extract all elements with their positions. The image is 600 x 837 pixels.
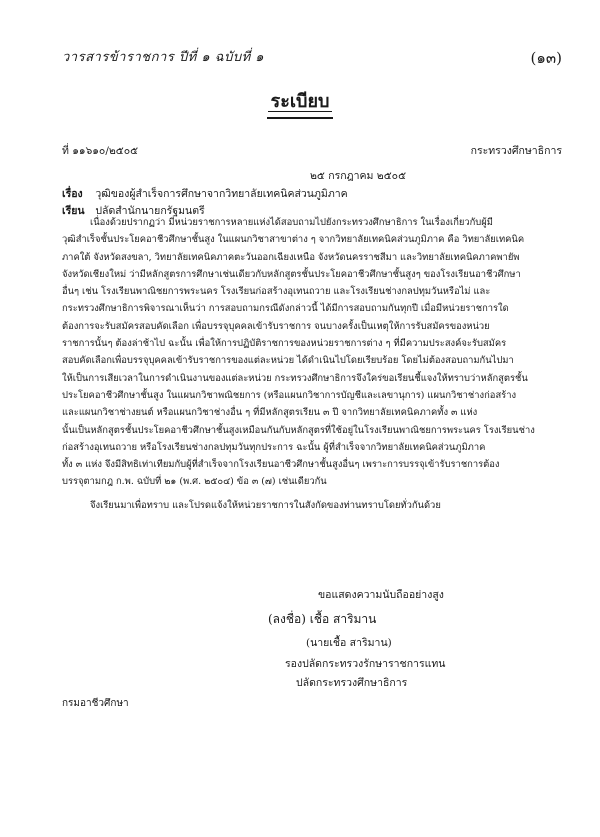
issuer: กระทรวงศึกษาธิการ — [470, 145, 562, 157]
body-line: บรรจุตามกฎ ก.พ. ฉบับที่ ๒๑ (พ.ศ. ๒๕๐๔) ข้อ ๓ (๗) เช่นเดียวกัน — [62, 476, 327, 488]
body-line: ทั้ง ๓ แห่ง จึงมีสิทธิเท่าเทียมกับผู้ที่สำเร็จจากโรงเรียนอาชีวศึกษาชั้นสูงอื่นๆ เพราะการบรรจุเข้ารับราชการต้อง — [62, 459, 500, 471]
signature-position: ปลัดกระทรวงศึกษาธิการ — [296, 677, 408, 689]
title-block — [0, 86, 600, 119]
subject-text: วุฒิของผู้สำเร็จการศึกษาจากวิทยาลัยเทคนิคส่วนภูมิภาค — [95, 188, 348, 200]
title-underline — [0, 111, 600, 113]
reference-number: ที่ ๑๑๖๑๐/๒๕๐๕ — [62, 145, 139, 157]
recipient-text: ปลัดสำนักนายกรัฐมนตรี — [95, 205, 205, 217]
body-line: และแผนกวิชาช่างยนต์ หรือแผนกวิชาช่างอื่น ๆ ที่มีหลักสูตรเรียน ๓ ปี จากวิทยาลัยเทคนิคภาคทั้ง ๓ แห่ง — [62, 407, 478, 419]
body-line: ภาคใต้ จังหวัดสงขลา, วิทยาลัยเทคนิคภาคตะวันออกเฉียงเหนือ จังหวัดนครราชสีมา และวิทยาลัยเทคนิคภาคพายัพ — [62, 251, 520, 263]
body-line: ราชการนั้นๆ ต้องล่าช้าไป ฉะนั้น เพื่อให้การปฏิบัติราชการของหน่วยราชการต่าง ๆ ที่มีความประสงค์จะรับสมัคร — [62, 338, 507, 350]
body-line: กระทรวงศึกษาธิการพิจารณาเห็นว่า การสอบถามกรณีดังกล่าวนี้ ได้มีการสอบถามกันทุกปี เมื่อมีหน่วยราชการใด — [62, 303, 509, 315]
body-line: สอบคัดเลือกเพื่อบรรจุบุคคลเข้ารับราชการของแต่ละหน่วย ได้ดำเนินไปโดยเรียบร้อย โดยไม่ต้องสอบถามกันไปมา — [62, 355, 514, 367]
recipient-label: เรียน — [62, 205, 85, 217]
body-line: ต้องการจะรับสมัครสอบคัดเลือก เพื่อบรรจุบุคคลเข้ารับราชการ จนบางครั้งเป็นเหตุให้การรับสมัครของหน่วย — [62, 320, 490, 332]
signature-salutation: ขอแสดงความนับถืออย่างสูง — [318, 589, 444, 601]
body-line: จังหวัดเชียงใหม่ ว่ามีหลักสูตรการศึกษาเช่นเดียวกับหลักสูตรชั้นประโยคอาชีวศึกษาชั้นสูงๆ ของโรงเรียนอาชีวศึกษา — [62, 268, 521, 280]
signature-signed: (ลงชื่อ) เชื้อ สาริมาน — [268, 612, 377, 626]
reference-row — [62, 142, 562, 158]
closing-line: จึงเรียนมาเพื่อทราบ และโปรดแจ้งให้หน่วยราชการในสังกัดของท่านทราบโดยทั่วกันด้วย — [90, 499, 441, 511]
body-line: ก่อสร้างอุเทนถวาย หรือโรงเรียนช่างกลปทุมวันทุกประการ ฉะนั้น ผู้ที่สำเร็จจากวิทยาลัยเทคนิคส่วนภูมิภาค — [62, 441, 486, 453]
document-date: ๒๕ กรกฎาคม ๒๕๐๕ — [310, 170, 407, 182]
body-line: นั้นเป็นหลักสูตรชั้นประโยคอาชีวศึกษาชั้นสูงเหมือนกันกับหลักสูตรที่ใช้อยู่ในโรงเรียนพาณิชยการพระนคร โรงเรียนช่าง — [62, 424, 535, 436]
subject-label: เรื่อง — [62, 188, 83, 200]
page-header — [62, 46, 562, 70]
body-line: ให้เป็นการเสียเวลาในการดำเนินงานของแต่ละหน่วย กระทรวงศึกษาธิการจึงใคร่ขอเรียนชี้แจงให้ทราบว่าหลักสูตรชั้น — [62, 372, 528, 384]
subject-line — [62, 185, 348, 202]
body-line: วุฒิสำเร็จชั้นประโยคอาชีวศึกษาชั้นสูง ในแผนกวิชาสาขาต่าง ๆ จากวิทยาลัยเทคนิคส่วนภูมิภาค คือ วิทยาลัยเทคนิค — [62, 234, 525, 246]
body-line: เนื่องด้วยปรากฏว่า มีหน่วยราชการหลายแห่งได้สอบถามไปยังกระทรวงศึกษาธิการ ในเรื่องเกี่ยวกับผู้มี — [90, 217, 493, 228]
body-line: อื่นๆ เช่น โรงเรียนพาณิชยการพระนคร โรงเรียนก่อสร้างอุเทนถวาย และโรงเรียนช่างกลปทุมวันหรือไม่ และ — [62, 286, 491, 298]
department-footer: กรมอาชีวศึกษา — [62, 698, 129, 709]
document-title: ระเบียบ — [267, 86, 334, 119]
page-number: (๑๓) — [530, 49, 562, 67]
body-text — [62, 214, 564, 514]
journal-title: วารสารข้าราชการ ปีที่ ๑ ฉบับที่ ๑ — [62, 50, 265, 65]
body-line: ประโยคอาชีวศึกษาชั้นสูง ในแผนกวิชาพณิชยการ (หรือแผนกวิชาการบัญชีและเลขานุการ) แผนกวิชาช่างก่อสร้าง — [62, 389, 517, 401]
signature-name: (นายเชื้อ สาริมาน) — [306, 637, 392, 649]
signature-position-acting: รองปลัดกระทรวงรักษาราชการแทน — [285, 658, 446, 670]
